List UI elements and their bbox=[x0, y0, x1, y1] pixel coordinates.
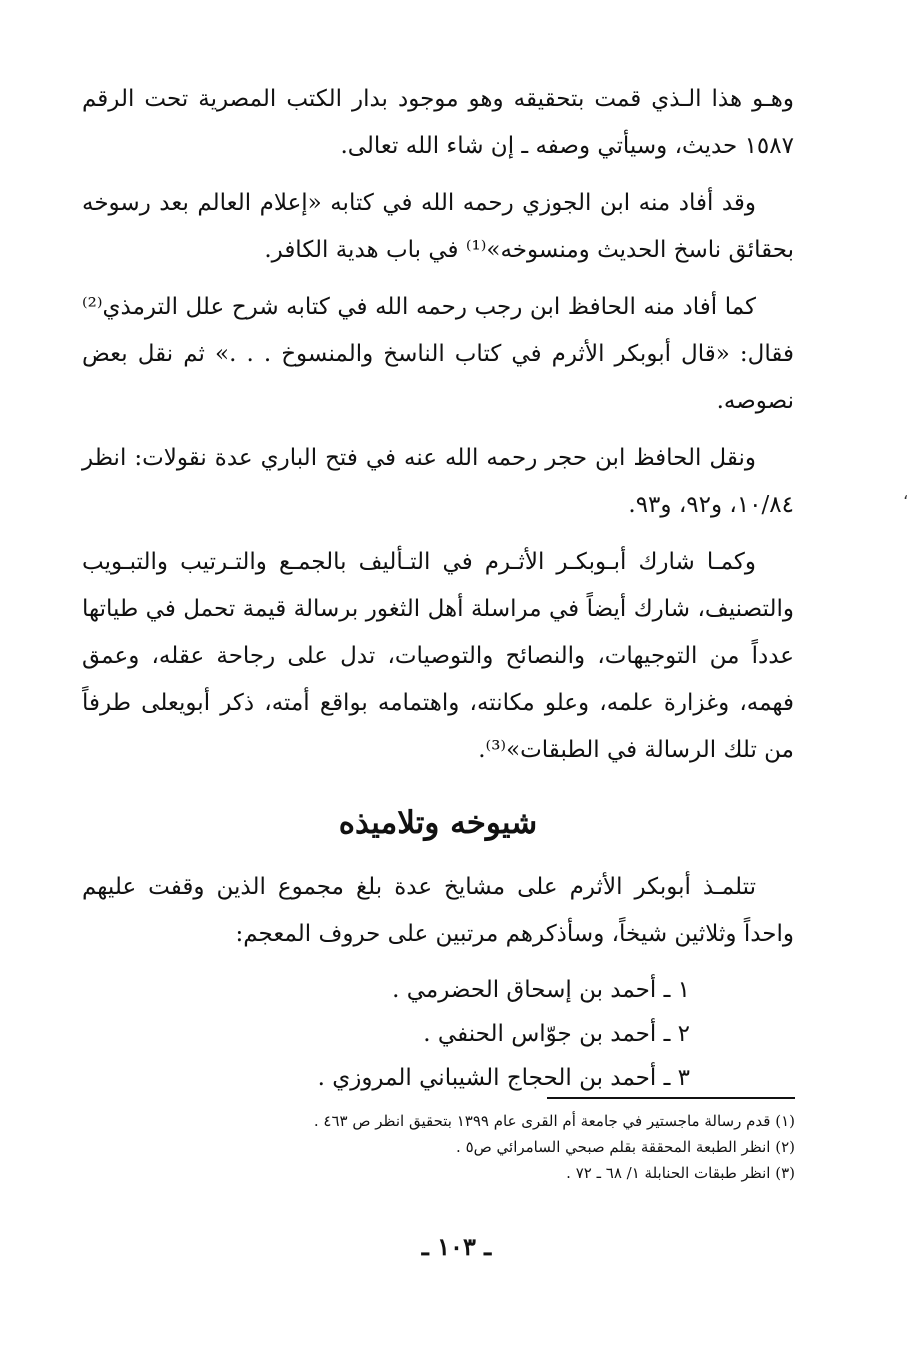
footnote-separator bbox=[547, 1097, 795, 1099]
margin-mark: ، bbox=[903, 484, 909, 503]
footnote-2: (٢) انظر الطبعة المحققة بقلم صبحي السامرائي ص٥ . bbox=[456, 1138, 795, 1156]
paragraph-manuscript: وهـو هذا الـذي قمت بتحقيقه وهو موجود بدار الكتب المصرية تحت الرقم ١٥٨٧ حديث، وسيأتي وصفه ـ إن شاء الله تعالى. bbox=[82, 86, 794, 159]
teachers-list bbox=[82, 968, 794, 1100]
footnote-3: (٣) انظر طبقات الحنابلة ١/ ٦٨ ـ ٧٢ . bbox=[566, 1164, 795, 1182]
paragraph-teachers-intro: تتلمـذ أبوبكر الأثرم على مشايخ عدة بلغ مجموع الذين وقفت عليهم واحداً وثلاثين شيخاً، وسأذكرهم مرتبين على حروف المعجم: bbox=[82, 874, 794, 947]
paragraph-ibn-jawzi: وقد أفاد منه ابن الجوزي رحمه الله في كتابه «إعلام العالم بعد رسوخه بحقائق ناسخ الحديث ومنسوخه»⁽¹⁾ في باب هدية الكافر. bbox=[82, 190, 794, 263]
section-heading: شيوخه وتلاميذه bbox=[338, 805, 538, 841]
list-item: ١ ـ أحمد بن إسحاق الحضرمي . bbox=[392, 977, 690, 1003]
paragraph-ibn-hajar: ونقل الحافظ ابن حجر رحمه الله عنه في فتح الباري عدة نقولات: انظر ١٠/٨٤، و٩٢، و٩٣. bbox=[82, 445, 794, 518]
page-number: ـ ١٠٣ ـ bbox=[421, 1232, 492, 1261]
list-item: ٣ ـ أحمد بن الحجاج الشيباني المروزي . bbox=[317, 1065, 690, 1091]
footnote-1: (١) قدم رسالة ماجستير في جامعة أم القرى عام ١٣٩٩ بتحقيق انظر ص ٤٦٣ . bbox=[313, 1112, 795, 1130]
footnotes bbox=[195, 1108, 795, 1186]
paragraph-ibn-rajab: كما أفاد منه الحافظ ابن رجب رحمه الله في كتابه شرح علل الترمذي⁽²⁾ فقال: «قال أبوبكر الأثرم في كتاب الناسخ والمنسوخ . . .» ثم نقل بعض نصوصه. bbox=[82, 294, 794, 414]
page-body bbox=[82, 76, 794, 1100]
list-item: ٢ ـ أحمد بن جوّاس الحنفي . bbox=[423, 1021, 690, 1047]
paragraph-letter: وكمـا شارك أبـوبكـر الأثـرم في التـأليف بالجمـع والتـرتيب والتبـويب والتصنيف، شارك أيضاً في مراسلة أهل الثغور برسالة قيمة تحمل في طياتها عدداً من التوجيهات، والنصائح والتوصيات، تدل على رجاحة عقله، وعمق فهمه، وغزارة علمه، وعلو مكانته، واهتمامه بواقع أمته، ذكر أبويعلى طرفاً من تلك الرسالة في الطبقات»⁽³⁾. bbox=[82, 549, 794, 763]
